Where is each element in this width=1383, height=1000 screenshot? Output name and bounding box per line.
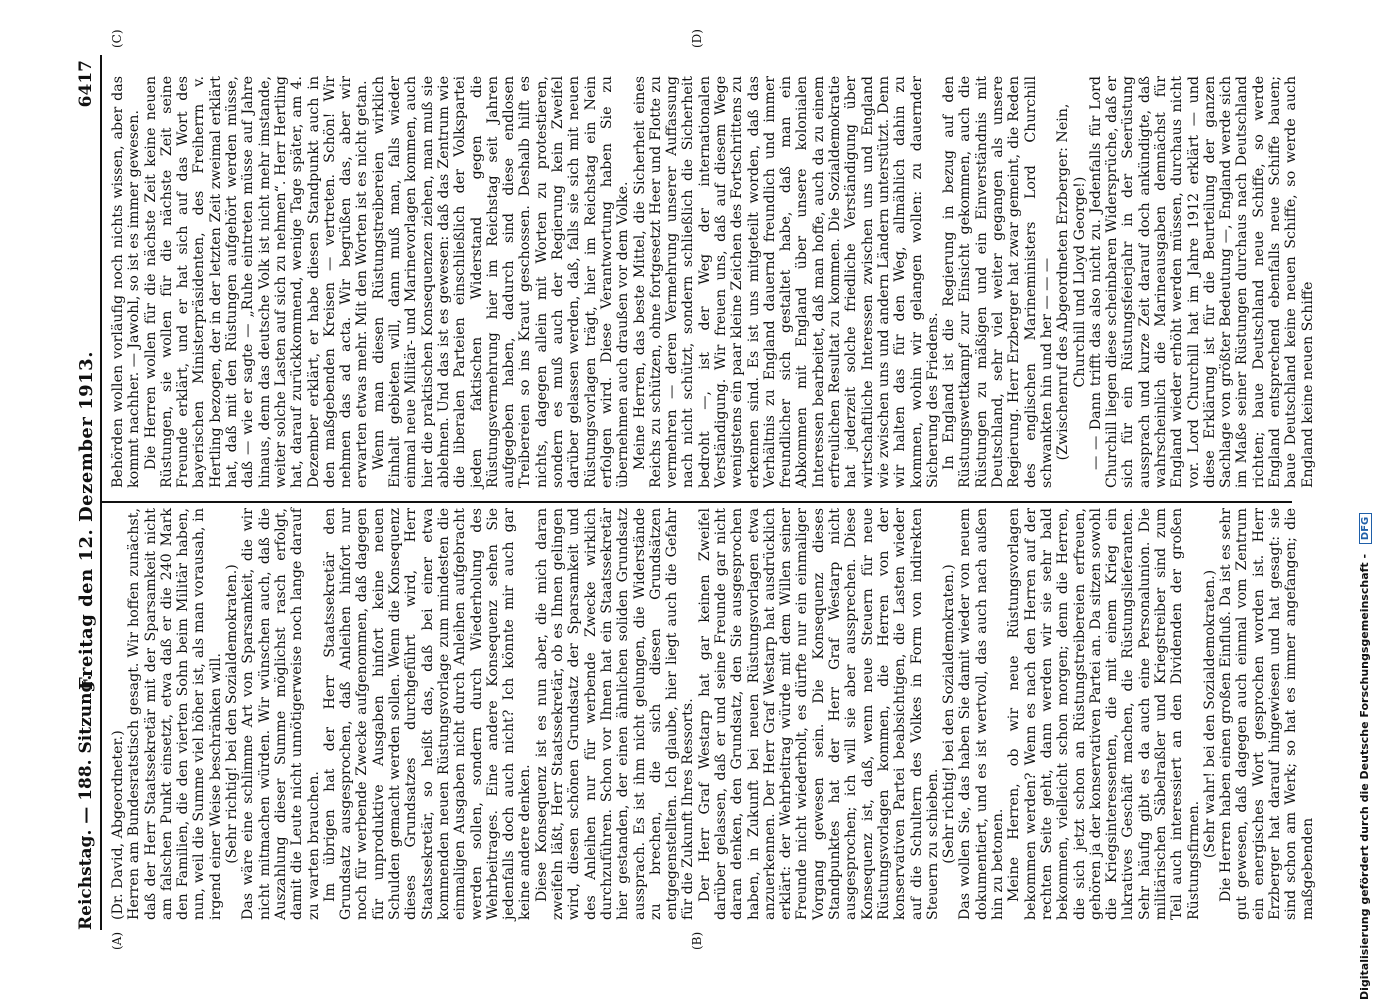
paragraph: Das wollen Sie, das haben Sie damit wieder von neuem dokumentiert, und es ist wertvoll, das auch nach außen hin zu betonen.: [957, 508, 1007, 920]
paragraph: Herren am Bundesratstisch gesagt. Wir hoffen zunächst, daß der Herr Staatssekretär mit der Sparsamkeit nicht am falschen Punkt einsetzt, etwa daß er die 240 Mark den Familien, die den vierten Sohn beim Militär haben, nun, weil die Summe viel höher ist, als man vorausah, in irgend einer Weise beschränken will.: [126, 508, 224, 920]
interjection: (Sehr wahr! bei den Sozialdemokraten.): [1201, 569, 1218, 859]
dfg-logo: DFG: [1359, 513, 1372, 544]
margin-marker-b: (B): [690, 931, 704, 950]
paragraph: Die Herren wollen für die nächste Zeit keine neuen Rüstungen, sie wollen für die nächste Zeit seine Freunde erklärt, und er hat sich auf das Wort des bayerischen Ministerpräsidenten, des Freiherrn v. Hertling bezogen, der in der letzten Zeit zweimal erklärt hat, daß mit den Rüstungen aufgehört werden müsse, daß — wie er sagte — „Ruhe eintreten müsse auf Jahre hinaus, denn das deutsche Volk ist nicht mehr imstande, weiter solche Lasten auf sich zu nehmen“. Herr Hertling hat, darauf zurückkommend, wenige Tage später, am 4. Dezember erklärt, er habe diesen Standpunkt auch in den maßgebenden Kreisen — vertreten. Schön! Wir nehmen das ad acta. Wir begrüßen das, aber wir erwarten etwas mehr. Mit den Worten ist es nicht getan.: [142, 76, 371, 488]
paragraph: Im übrigen hat der Herr Staatssekretär den Grundsatz ausgesprochen, daß Anleihen hinfort nur noch für werbende Zwecke aufgenommen, daß dagegen für unproduktive Ausgaben hinfort keine neuen Schulden gemacht werden sollen. Wenn die Konsequenz dieses Grundsatzes durchgeführt wird, Herr Staatssekretär, so heißt das, daß bei einer etwa kommenden neuen Rüstungsvorlage zum mindesten die einmaligen Ausgaben nicht durch Anleihen aufgebracht werden sollen, sondern durch Wiederholung des Wehrbeitrages. Eine andere Konsequenz sehen Sie jedenfalls doch auch nicht? Ich könnte mir auch gar keine andere denken.: [321, 508, 534, 920]
paragraph: Die Herren haben einen großen Einfluß. Da ist es sehr gut gewesen, daß dagegen auch einmal vom Zentrum ein energisches Wort gesprochen worden ist. Herr Erzberger hat darauf hingewiesen und hat gesagt: sie sind schon am Werk; so hat es immer angefangen; die maßgebenden: [1218, 508, 1316, 920]
page-header: [72, 60, 102, 930]
speaker-note: (Dr. David, Abgeordneter.): [110, 730, 126, 920]
paragraph: — — Dann trifft das also nicht zu. Jedenfalls für Lord Churchill liegen diese scheinbaren Widersprüche, daß er sich für ein Rüstungsfeierjahr in der Seerüstung aussprach und kurze Zeit darauf doch ankündigte, daß wahrscheinlich die Marineausgaben demnächst für England wieder erhöht werden müssen, durchaus nicht vor. Lord Churchill hat im Jahre 1912 erklärt — und diese Erklärung ist für die Beurteilung der ganzen Sachlage von größter Bedeutung —, England werde sich im Maße seiner Rüstungen durchaus nach Deutschland richten; baue Deutschland neue Schiffe, so werde England entsprechend ebenfalls neue Schiffe bauen; baue Deutschland keine neuen Schiffe, so werde auch England keine neuen Schiffe: [1087, 76, 1316, 488]
margin-marker-c: (C): [110, 29, 124, 48]
interjection: (Sehr richtig! bei den Sozialdemokraten.): [224, 564, 241, 864]
interjection: (Sehr richtig! bei den Sozialdemokraten.): [941, 564, 958, 864]
paragraph: Der Herr Graf Westarp hat gar keinen Zweifel darüber gelassen, daß er und seine Freunde gar nicht daran denken, den Grundsatz, den Sie ausgesprochen haben, in Zukunft bei neuen Rüstungsvorlagen etwa anzuerkennen. Der Herr Graf Westarp hat ausdrücklich erklärt: der Wehrbeitrag würde mit dem Willen seiner Freunde nicht wiederholt, es dürfte nur ein einmaliger Vorgang gewesen sein. Die Konsequenz dieses Standpunktes hat der Herr Graf Westarp nicht ausgesprochen; ich will sie aber aussprechen. Diese Konsequenz ist, daß, wenn neue Steuern für neue Rüstungsvorlagen kommen, die Herren von der konservativen Partei beabsichtigen, die Lasten wieder auf die Schultern des Volkes in Form von indirekten Steuern zu schieben.: [696, 508, 941, 920]
column-divider: [102, 501, 1292, 503]
header-rule: [100, 55, 102, 930]
credit-text: Digitalisierung gefördert durch die Deutsche Forschungsgemeinschaft -: [1358, 553, 1371, 1000]
margin-marker-a: (A): [110, 931, 124, 950]
left-text-column: [110, 508, 1316, 920]
paragraph: Meine Herren, das beste Mittel, die Sicherheit eines Reichs zu schützen, ohne fortgesetzt Heer und Flotte zu vermehren — deren Vermehrung unserer Auffassung nach nicht schützt, sondern schließlich die Sicherheit bedroht —, ist der Weg der internationalen Verständigung. Wir freuen uns, daß auf diesem Wege wenigstens ein paar kleine Zeichen des Fortschrittens zu erkennen sind. Es ist uns mitgeteilt worden, daß das Verhältnis zu England dauernd freundlich und immer freundlicher sich gestaltet habe, daß man ein Abkommen mit England über unsere kolonialen Interessen bearbeitet, daß man hoffe, auch da zu einem erfreulichen Resultat zu kommen. Die Sozialdemokratie hat jederzeit solche friedliche Verständigung über wirtschaftliche Interessen zwischen uns und England wie zwischen uns und andern Ländern unterstützt. Denn wir halten das für den Weg, allmählich dahin zu kommen, wohin wir gelangen wollen: zu dauernder Sicherung des Friedens.: [631, 76, 941, 488]
interjection: (Zwischenruf des Abgeordneten Erzberger: Nein, Churchill und Lloyd George!): [1055, 103, 1088, 461]
header-session: Reichstag. — 188. Sitzung.: [76, 674, 96, 930]
digitization-credit: [1358, 10, 1380, 1000]
page-number: 6417: [76, 60, 96, 108]
paragraph: Wenn man diesen Rüstungstreibereien wirklich Einhalt gebieten will, dann muß man, falls wieder einmal neue Militär- und Marinevorlagen kommen, auch hier die praktischen Konsequenzen ziehen, man muß sie ablehnen. Und das ist es gewesen: daß das Zentrum wie die liberalen Parteien einschließlich der Volkspartei jeden faktischen Widerstand gegen die Rüstungsvermehrung hier im Reichstag seit Jahren aufgegeben haben, dadurch sind diese endlosen Treibereien so ins Kraut geschossen. Deshalb hilft es nichts, dagegen allein mit Worten zu protestieren, sondern es muß auch der Regierung kein Zweifel darüber gelassen werden, daß, falls sie sich mit neuen Rüstungsvorlagen trägt, hier im Reichstag ein Nein erfolgen wird. Diese Verantwortung haben Sie zu übernehmen auch draußen vor dem Volke.: [370, 76, 632, 488]
right-text-column: [110, 76, 1316, 488]
paragraph: Diese Konsequenz ist es nun aber, die mich daran zweifeln läßt, Herr Staatssekretär, ob es Ihnen gelingen wird, diesen schönen Grundsatz der Sparsamkeit und des Anleihen nur für werbende Zwecke wirklich durchzuführen. Schon vor Ihnen hat ein Staatssekretär hier gestanden, der einen ähnlichen soliden Grundsatz aussprach. Es ist ihm nicht gelungen, die Widerstände zu brechen, die sich diesen Grundsätzen entgegenstellten. Ich glaube, hier liegt auch die Gefahr für die Zukunft Ihres Ressorts.: [533, 508, 697, 920]
paragraph: In England ist die Regierung in bezug auf den Rüstungswettkampf zur Einsicht gekommen, auch die Rüstungen zu mäßigen und ein Einverständnis mit Deutschland, sehr viel weiter gegangen als unsere Regierung. Herr Erzberger hat zwar gemeint, die Reden des englischen Marineministers Lord Churchill schwankten hin und her — — —: [941, 76, 1055, 488]
paragraph: Behörden wollen vorläufig noch nichts wissen, aber das kommt nachher. — Jawohl, so ist es immer gewesen.: [110, 76, 143, 488]
margin-marker-d: (D): [690, 29, 704, 48]
paragraph: Meine Herren, ob wir neue Rüstungsvorlagen bekommen werden? Wenn es nach den Herren auf der rechten Seite geht, dann werden wir sie sehr bald bekommen, vielleicht schon morgen; denn die Herren, die sich jetzt schon an Rüstungstreibereien erfreuen, gehören ja der konservativen Partei an. Da sitzen sowohl die Kriegsinteressenten, die mit einem Krieg ein lukratives Geschäft machen, die Rüstungslieferanten. Sehr häufig gibt es da auch eine Personalunion. Die militärischen Säbelraßler und Kriegstreiber sind zum Teil auch interessiert an den Dividenden der großen Rüstungsfirmen.: [1006, 508, 1202, 920]
paragraph: Das wäre eine schlimme Art von Sparsamkeit, die wir nicht mitmachen würden. Wir wünschen auch, daß die Auszahlung dieser Summe möglichst rasch erfolgt, damit die Leute nicht unnötigerweise noch lange darauf zu warten brauchen.: [240, 508, 322, 920]
header-date: Freitag den 12. Dezember 1913.: [76, 351, 97, 690]
